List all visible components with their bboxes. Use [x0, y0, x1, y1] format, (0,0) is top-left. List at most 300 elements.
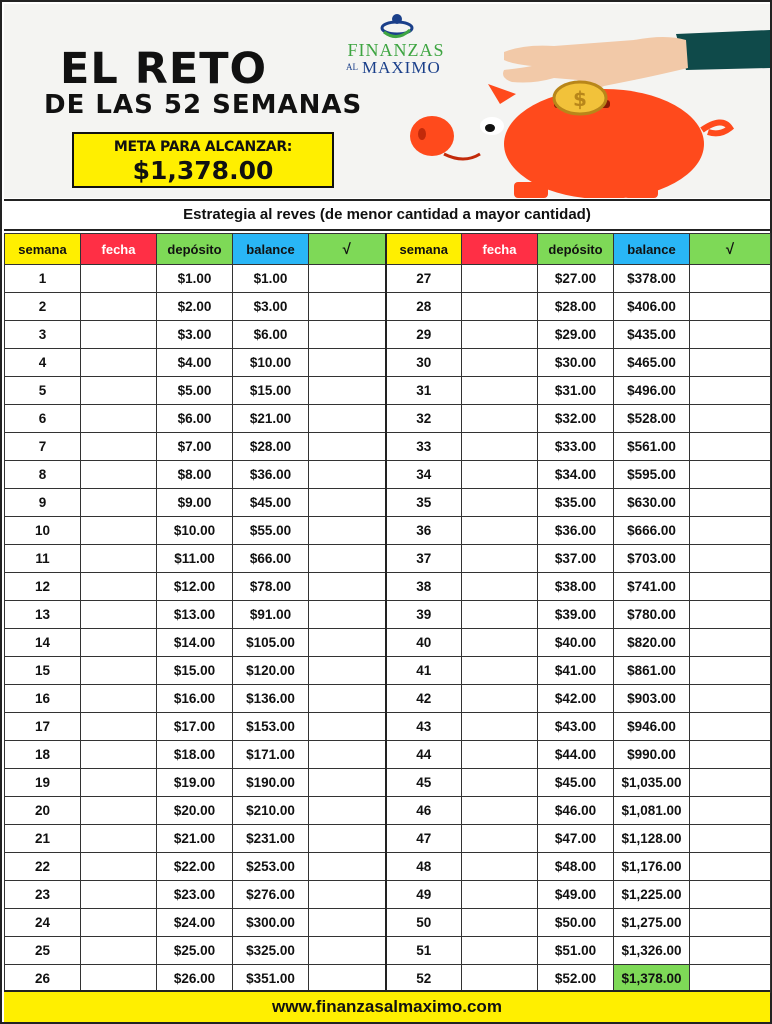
cell-balance: $253.00 [233, 853, 309, 881]
cell-deposito: $43.00 [538, 713, 614, 741]
cell-deposito: $1.00 [157, 265, 233, 293]
cell-balance: $1,326.00 [614, 937, 690, 965]
cell-deposito: $22.00 [157, 853, 233, 881]
cell-balance: $105.00 [233, 629, 309, 657]
cell-check[interactable] [690, 349, 771, 377]
table-header-row [5, 234, 771, 265]
cell-check[interactable] [309, 657, 386, 685]
table-row [5, 685, 771, 713]
cell-semana: 52 [386, 965, 462, 993]
cell-balance: $861.00 [614, 657, 690, 685]
cell-check[interactable] [309, 293, 386, 321]
table-row [5, 573, 771, 601]
logo-text-finanzas: FINANZAS [347, 40, 445, 60]
cell-semana: 18 [5, 741, 81, 769]
cell-check[interactable] [690, 909, 771, 937]
cell-check[interactable] [309, 349, 386, 377]
cell-semana: 33 [386, 433, 462, 461]
header-fecha: fecha [81, 234, 157, 265]
cell-fecha[interactable] [81, 797, 157, 825]
cell-check[interactable] [309, 573, 386, 601]
cell-deposito: $10.00 [157, 517, 233, 545]
cell-balance: $990.00 [614, 741, 690, 769]
cell-deposito: $23.00 [157, 881, 233, 909]
cell-fecha[interactable] [81, 265, 157, 293]
cell-fecha[interactable] [462, 601, 538, 629]
cell-semana: 31 [386, 377, 462, 405]
cell-semana: 38 [386, 573, 462, 601]
cell-check[interactable] [690, 629, 771, 657]
cell-fecha[interactable] [81, 909, 157, 937]
cell-deposito: $17.00 [157, 713, 233, 741]
cell-semana: 43 [386, 713, 462, 741]
cell-semana: 37 [386, 545, 462, 573]
cell-balance: $1,035.00 [614, 769, 690, 797]
cell-balance: $210.00 [233, 797, 309, 825]
cell-deposito: $3.00 [157, 321, 233, 349]
cell-semana: 11 [5, 545, 81, 573]
cell-check[interactable] [309, 769, 386, 797]
cell-fecha[interactable] [462, 377, 538, 405]
cell-check[interactable] [690, 321, 771, 349]
cell-fecha[interactable] [462, 573, 538, 601]
cell-deposito: $15.00 [157, 657, 233, 685]
cell-semana: 10 [5, 517, 81, 545]
cell-semana: 24 [5, 909, 81, 937]
cell-semana: 36 [386, 517, 462, 545]
footer-website[interactable]: www.finanzasalmaximo.com [4, 990, 770, 1022]
cell-check[interactable] [309, 965, 386, 993]
cell-deposito: $37.00 [538, 545, 614, 573]
cell-check[interactable] [309, 825, 386, 853]
table-row [5, 769, 771, 797]
cell-balance: $78.00 [233, 573, 309, 601]
table-row [5, 937, 771, 965]
cell-check[interactable] [309, 489, 386, 517]
cell-deposito: $19.00 [157, 769, 233, 797]
cell-check[interactable] [690, 825, 771, 853]
cell-check[interactable] [309, 713, 386, 741]
table-row [5, 881, 771, 909]
cell-fecha[interactable] [81, 937, 157, 965]
cell-semana: 40 [386, 629, 462, 657]
table-row [5, 433, 771, 461]
cell-semana: 17 [5, 713, 81, 741]
cell-balance: $1,225.00 [614, 881, 690, 909]
cell-semana: 4 [5, 349, 81, 377]
cell-deposito: $46.00 [538, 797, 614, 825]
cell-semana: 27 [386, 265, 462, 293]
cell-semana: 22 [5, 853, 81, 881]
cell-fecha[interactable] [81, 293, 157, 321]
header-deposito: depósito [538, 234, 614, 265]
cell-fecha[interactable] [81, 405, 157, 433]
cell-check[interactable] [690, 265, 771, 293]
cell-fecha[interactable] [462, 517, 538, 545]
table-row [5, 713, 771, 741]
cell-semana: 34 [386, 461, 462, 489]
cell-balance: $136.00 [233, 685, 309, 713]
cell-deposito: $14.00 [157, 629, 233, 657]
cell-fecha[interactable] [462, 545, 538, 573]
header-deposito: depósito [157, 234, 233, 265]
cell-deposito: $18.00 [157, 741, 233, 769]
cell-deposito: $6.00 [157, 405, 233, 433]
cell-semana: 26 [5, 965, 81, 993]
cell-check[interactable] [690, 965, 771, 993]
cell-balance: $171.00 [233, 741, 309, 769]
cell-check[interactable] [309, 265, 386, 293]
cell-balance: $435.00 [614, 321, 690, 349]
table-row [5, 461, 771, 489]
cell-deposito: $12.00 [157, 573, 233, 601]
cell-fecha[interactable] [462, 657, 538, 685]
cell-balance: $1,176.00 [614, 853, 690, 881]
table-row [5, 293, 771, 321]
cell-fecha[interactable] [462, 461, 538, 489]
logo-text-maximo: MAXIMO [362, 58, 441, 77]
cell-check[interactable] [690, 769, 771, 797]
cell-fecha[interactable] [81, 433, 157, 461]
cell-fecha[interactable] [462, 293, 538, 321]
cell-check[interactable] [690, 433, 771, 461]
table-row [5, 825, 771, 853]
cell-deposito: $49.00 [538, 881, 614, 909]
cell-deposito: $8.00 [157, 461, 233, 489]
cell-semana: 30 [386, 349, 462, 377]
cell-deposito: $27.00 [538, 265, 614, 293]
title-line-2: DE LAS 52 SEMANAS [44, 90, 363, 120]
cell-semana: 14 [5, 629, 81, 657]
cell-check[interactable] [690, 573, 771, 601]
cell-semana: 20 [5, 797, 81, 825]
table-row [5, 321, 771, 349]
cell-balance: $190.00 [233, 769, 309, 797]
cell-semana: 13 [5, 601, 81, 629]
cell-check[interactable] [690, 293, 771, 321]
cell-check[interactable] [690, 461, 771, 489]
cell-check[interactable] [309, 405, 386, 433]
cell-balance: $276.00 [233, 881, 309, 909]
table-row [5, 489, 771, 517]
cell-semana: 9 [5, 489, 81, 517]
table-row [5, 965, 771, 993]
cell-check[interactable] [309, 685, 386, 713]
cell-balance: $561.00 [614, 433, 690, 461]
weeks-table [4, 233, 771, 993]
cell-semana: 6 [5, 405, 81, 433]
cell-check[interactable] [690, 545, 771, 573]
cell-balance: $231.00 [233, 825, 309, 853]
cell-balance: $91.00 [233, 601, 309, 629]
cell-fecha[interactable] [462, 489, 538, 517]
cell-semana: 50 [386, 909, 462, 937]
cell-balance: $595.00 [614, 461, 690, 489]
cell-check[interactable] [309, 321, 386, 349]
cell-check[interactable] [309, 517, 386, 545]
cell-semana: 45 [386, 769, 462, 797]
cell-deposito: $20.00 [157, 797, 233, 825]
cell-deposito: $48.00 [538, 853, 614, 881]
cell-balance: $820.00 [614, 629, 690, 657]
cell-fecha[interactable] [81, 545, 157, 573]
cell-balance: $55.00 [233, 517, 309, 545]
cell-check[interactable] [309, 461, 386, 489]
cell-fecha[interactable] [81, 349, 157, 377]
cell-deposito: $41.00 [538, 657, 614, 685]
cell-fecha[interactable] [462, 321, 538, 349]
cell-fecha[interactable] [462, 797, 538, 825]
cell-deposito: $39.00 [538, 601, 614, 629]
cell-fecha[interactable] [81, 573, 157, 601]
title-line-1: EL RETO [60, 44, 268, 94]
cell-balance: $465.00 [614, 349, 690, 377]
cell-fecha[interactable] [462, 741, 538, 769]
logo-text-al: AL [346, 62, 358, 72]
cell-semana: 28 [386, 293, 462, 321]
cell-semana: 39 [386, 601, 462, 629]
cell-balance: $3.00 [233, 293, 309, 321]
cell-deposito: $9.00 [157, 489, 233, 517]
cell-semana: 44 [386, 741, 462, 769]
table-row [5, 265, 771, 293]
cell-check[interactable] [309, 545, 386, 573]
cell-deposito: $24.00 [157, 909, 233, 937]
cell-check[interactable] [309, 853, 386, 881]
cell-check[interactable] [690, 489, 771, 517]
table-row [5, 741, 771, 769]
cell-check[interactable] [690, 517, 771, 545]
cell-deposito: $29.00 [538, 321, 614, 349]
cell-semana: 12 [5, 573, 81, 601]
cell-check[interactable] [309, 741, 386, 769]
cell-fecha[interactable] [462, 433, 538, 461]
cell-fecha[interactable] [81, 629, 157, 657]
cell-balance: $496.00 [614, 377, 690, 405]
cell-balance: $1.00 [233, 265, 309, 293]
cell-balance: $406.00 [614, 293, 690, 321]
cell-balance: $66.00 [233, 545, 309, 573]
cell-semana: 32 [386, 405, 462, 433]
cell-fecha[interactable] [81, 713, 157, 741]
cell-check[interactable] [690, 937, 771, 965]
table-row [5, 349, 771, 377]
cell-deposito: $2.00 [157, 293, 233, 321]
table-row [5, 517, 771, 545]
cell-fecha[interactable] [81, 685, 157, 713]
cell-balance: $21.00 [233, 405, 309, 433]
cell-semana: 51 [386, 937, 462, 965]
cell-balance: $1,275.00 [614, 909, 690, 937]
cell-deposito: $4.00 [157, 349, 233, 377]
cell-fecha[interactable] [81, 601, 157, 629]
cell-check[interactable] [309, 433, 386, 461]
cell-balance: $528.00 [614, 405, 690, 433]
cell-balance: $741.00 [614, 573, 690, 601]
cell-fecha[interactable] [81, 517, 157, 545]
cell-check[interactable] [309, 909, 386, 937]
table-row [5, 853, 771, 881]
cell-check[interactable] [309, 797, 386, 825]
cell-balance: $1,128.00 [614, 825, 690, 853]
cell-fecha[interactable] [462, 713, 538, 741]
cell-balance: $1,081.00 [614, 797, 690, 825]
cell-fecha[interactable] [462, 909, 538, 937]
cell-deposito: $31.00 [538, 377, 614, 405]
cell-balance: $780.00 [614, 601, 690, 629]
cell-fecha[interactable] [462, 265, 538, 293]
cell-semana: 19 [5, 769, 81, 797]
cell-check[interactable] [690, 881, 771, 909]
strategy-description: Estrategia al reves (de menor cantidad a mayor cantidad) [4, 199, 770, 231]
cell-semana: 16 [5, 685, 81, 713]
cell-deposito: $32.00 [538, 405, 614, 433]
cell-deposito: $21.00 [157, 825, 233, 853]
cell-deposito: $30.00 [538, 349, 614, 377]
cell-balance: $300.00 [233, 909, 309, 937]
cell-semana: 15 [5, 657, 81, 685]
cell-balance: $630.00 [614, 489, 690, 517]
cell-balance-final: $1,378.00 [614, 965, 690, 993]
cell-deposito: $36.00 [538, 517, 614, 545]
cell-check[interactable] [690, 657, 771, 685]
cell-check[interactable] [690, 713, 771, 741]
cell-check[interactable] [690, 601, 771, 629]
table-row [5, 405, 771, 433]
cell-fecha[interactable] [462, 937, 538, 965]
cell-fecha[interactable] [81, 881, 157, 909]
cell-balance: $946.00 [614, 713, 690, 741]
cell-fecha[interactable] [81, 321, 157, 349]
cell-deposito: $26.00 [157, 965, 233, 993]
goal-box [72, 132, 334, 188]
cell-deposito: $44.00 [538, 741, 614, 769]
cell-semana: 35 [386, 489, 462, 517]
table-row [5, 601, 771, 629]
cell-semana: 42 [386, 685, 462, 713]
cell-fecha[interactable] [462, 685, 538, 713]
cell-semana: 49 [386, 881, 462, 909]
cell-balance: $351.00 [233, 965, 309, 993]
header-fecha: fecha [462, 234, 538, 265]
table-body [5, 265, 771, 993]
cell-fecha[interactable] [81, 965, 157, 993]
cell-balance: $120.00 [233, 657, 309, 685]
cell-check[interactable] [690, 853, 771, 881]
cell-fecha[interactable] [462, 853, 538, 881]
cell-fecha[interactable] [81, 377, 157, 405]
cell-deposito: $38.00 [538, 573, 614, 601]
table-row [5, 797, 771, 825]
cell-fecha[interactable] [81, 825, 157, 853]
cell-fecha[interactable] [81, 853, 157, 881]
cell-balance: $666.00 [614, 517, 690, 545]
cell-semana: 25 [5, 937, 81, 965]
cell-semana: 3 [5, 321, 81, 349]
cell-balance: $10.00 [233, 349, 309, 377]
cell-deposito: $42.00 [538, 685, 614, 713]
cell-check[interactable] [690, 405, 771, 433]
cell-semana: 23 [5, 881, 81, 909]
table-row [5, 657, 771, 685]
header-banner [4, 4, 770, 198]
cell-semana: 7 [5, 433, 81, 461]
cell-fecha[interactable] [462, 965, 538, 993]
cell-check[interactable] [690, 685, 771, 713]
weeks-table-container [4, 233, 770, 993]
table-row [5, 377, 771, 405]
header-balance: balance [614, 234, 690, 265]
header-check: √ [690, 234, 771, 265]
table-row [5, 545, 771, 573]
cell-semana: 21 [5, 825, 81, 853]
header-check: √ [309, 234, 386, 265]
cell-semana: 41 [386, 657, 462, 685]
cell-balance: $903.00 [614, 685, 690, 713]
cell-fecha[interactable] [81, 741, 157, 769]
table-row [5, 909, 771, 937]
cell-semana: 2 [5, 293, 81, 321]
cell-check[interactable] [690, 797, 771, 825]
cell-semana: 29 [386, 321, 462, 349]
cell-deposito: $5.00 [157, 377, 233, 405]
cell-deposito: $52.00 [538, 965, 614, 993]
cell-balance: $28.00 [233, 433, 309, 461]
cell-semana: 1 [5, 265, 81, 293]
cell-check[interactable] [690, 741, 771, 769]
cell-deposito: $35.00 [538, 489, 614, 517]
cell-fecha[interactable] [81, 657, 157, 685]
cell-fecha[interactable] [462, 881, 538, 909]
cell-check[interactable] [309, 881, 386, 909]
header-semana: semana [386, 234, 462, 265]
cell-fecha[interactable] [462, 825, 538, 853]
cell-fecha[interactable] [81, 461, 157, 489]
goal-value: $1,378.00 [132, 156, 274, 185]
cell-balance: $153.00 [233, 713, 309, 741]
cell-balance: $36.00 [233, 461, 309, 489]
cell-check[interactable] [309, 629, 386, 657]
header-balance: balance [233, 234, 309, 265]
cell-fecha[interactable] [462, 349, 538, 377]
cell-deposito: $28.00 [538, 293, 614, 321]
cell-check[interactable] [309, 377, 386, 405]
cell-fecha[interactable] [81, 489, 157, 517]
goal-label: META PARA ALCANZAR: [113, 139, 293, 155]
cell-deposito: $16.00 [157, 685, 233, 713]
cell-deposito: $13.00 [157, 601, 233, 629]
cell-deposito: $45.00 [538, 769, 614, 797]
cell-balance: $378.00 [614, 265, 690, 293]
cell-semana: 5 [5, 377, 81, 405]
cell-fecha[interactable] [462, 769, 538, 797]
cell-semana: 46 [386, 797, 462, 825]
cell-deposito: $40.00 [538, 629, 614, 657]
cell-deposito: $7.00 [157, 433, 233, 461]
cell-fecha[interactable] [81, 769, 157, 797]
cell-fecha[interactable] [462, 405, 538, 433]
cell-fecha[interactable] [462, 629, 538, 657]
cell-check[interactable] [309, 601, 386, 629]
cell-semana: 47 [386, 825, 462, 853]
cell-check[interactable] [690, 377, 771, 405]
cell-deposito: $11.00 [157, 545, 233, 573]
cell-balance: $45.00 [233, 489, 309, 517]
cell-balance: $325.00 [233, 937, 309, 965]
cell-balance: $15.00 [233, 377, 309, 405]
cell-check[interactable] [309, 937, 386, 965]
cell-deposito: $33.00 [538, 433, 614, 461]
